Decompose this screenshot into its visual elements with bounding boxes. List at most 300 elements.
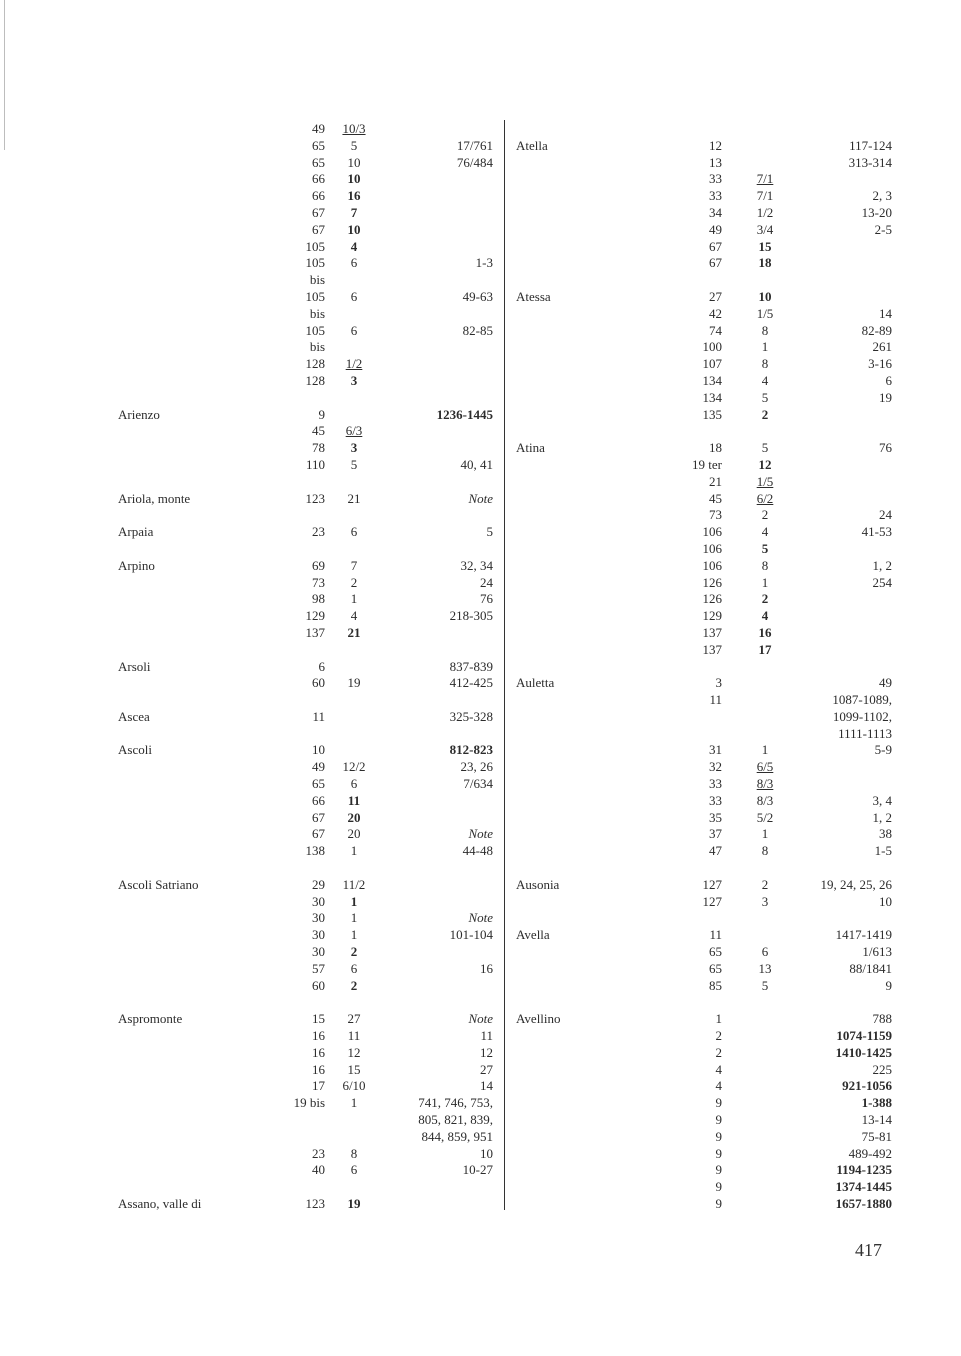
- volume-number: 9: [715, 1112, 722, 1128]
- index-line: [110, 860, 500, 877]
- index-line: [512, 440, 902, 457]
- index-line: [110, 894, 500, 911]
- page-reference: 17/761: [456, 137, 493, 153]
- section-number: 18: [758, 255, 772, 271]
- index-line: [110, 591, 500, 608]
- section-number: 13: [758, 960, 772, 976]
- place-name: Ascea: [118, 708, 150, 724]
- volume-number: 17: [312, 1078, 325, 1094]
- place-name: Assano, valle di: [118, 1196, 202, 1211]
- section-number: 7/1: [756, 171, 774, 187]
- index-line: [110, 709, 500, 726]
- volume-number: 129: [305, 608, 325, 624]
- volume-number: 11: [709, 927, 722, 943]
- place-name: Arienzo: [118, 406, 160, 422]
- volume-number: 30: [312, 944, 325, 960]
- section-number: 7: [350, 557, 358, 573]
- index-line: [512, 491, 902, 508]
- volume-number: 78: [312, 440, 325, 456]
- page-reference: 82-89: [861, 322, 892, 338]
- volume-number: 11: [312, 708, 325, 724]
- volume-number: 11: [709, 692, 722, 708]
- index-line: [512, 407, 902, 424]
- place-name: Arpaia: [118, 524, 154, 540]
- volume-number: 23: [312, 1145, 325, 1161]
- index-line: [512, 272, 902, 289]
- place-name: Ascoli: [118, 742, 152, 758]
- page-reference: 921-1056: [842, 1078, 892, 1094]
- index-line: [512, 776, 902, 793]
- volume-number: 4: [715, 1078, 722, 1094]
- volume-number: 107: [702, 356, 722, 372]
- page-reference: 16: [480, 960, 493, 976]
- index-line: [512, 524, 902, 541]
- page-reference: 1-5: [874, 843, 892, 859]
- volume-number: 9: [715, 1179, 722, 1195]
- section-number: 3: [350, 440, 358, 456]
- page-reference: 49: [879, 675, 892, 691]
- page-reference: 3, 4: [872, 792, 892, 808]
- place-name: Avellino: [516, 1011, 561, 1027]
- section-number: 4: [350, 608, 358, 624]
- section-number: 19: [347, 1196, 361, 1211]
- index-line: [110, 121, 500, 138]
- page-reference: 19, 24, 25, 26: [820, 876, 892, 892]
- index-line: [110, 205, 500, 222]
- index-line: [512, 961, 902, 978]
- index-column-left: [110, 121, 500, 1213]
- page-reference: 1, 2: [872, 557, 892, 573]
- section-number: 15: [758, 238, 772, 254]
- page-reference: 837-839: [449, 658, 493, 674]
- page-reference: 1111-1113: [838, 725, 892, 741]
- index-line: [512, 373, 902, 390]
- index-line: [110, 407, 500, 424]
- index-line: [512, 222, 902, 239]
- volume-number: 69: [312, 557, 325, 573]
- index-line: [512, 944, 902, 961]
- index-line: [512, 994, 902, 1011]
- index-line: [110, 1179, 500, 1196]
- index-line: [110, 994, 500, 1011]
- page-reference: 225: [872, 1061, 892, 1077]
- index-line: [110, 692, 500, 709]
- page-reference: 325-328: [449, 708, 493, 724]
- volume-number: 9: [715, 1196, 722, 1211]
- index-line: [110, 1062, 500, 1079]
- section-number: 17: [758, 641, 772, 657]
- index-line: [512, 692, 902, 709]
- section-number: 10: [347, 171, 361, 187]
- section-number: 8: [761, 843, 769, 859]
- place-name: Ausonia: [516, 876, 560, 892]
- page-reference: 1410-1425: [835, 1044, 892, 1060]
- index-line: [512, 927, 902, 944]
- index-line: [512, 726, 902, 743]
- section-number: 1/2: [756, 204, 774, 220]
- section-number: 6: [350, 1162, 358, 1178]
- index-line: [110, 440, 500, 457]
- index-line: [512, 826, 902, 843]
- page-reference: 19: [879, 389, 892, 405]
- volume-number: 73: [312, 574, 325, 590]
- page-reference: 117-124: [849, 137, 892, 153]
- section-number: 1/5: [756, 305, 774, 321]
- page-reference: 24: [480, 574, 493, 590]
- page-reference: 12: [480, 1044, 493, 1060]
- page-reference: 1074-1159: [836, 1028, 892, 1044]
- volume-number: 65: [709, 960, 722, 976]
- volume-number: 65: [312, 154, 325, 170]
- place-name: Auletta: [516, 675, 555, 691]
- index-line: [512, 793, 902, 810]
- section-number: 10: [347, 154, 361, 170]
- volume-number: 127: [702, 893, 722, 909]
- index-line: [512, 188, 902, 205]
- section-number: 10/3: [342, 121, 366, 136]
- section-number: 20: [347, 809, 361, 825]
- section-number: 21: [347, 490, 361, 506]
- page-reference: 10: [879, 893, 892, 909]
- section-number: 5: [350, 137, 358, 153]
- section-number: 11/2: [342, 876, 366, 892]
- volume-number: 9: [318, 406, 325, 422]
- volume-number: 134: [702, 389, 722, 405]
- page-reference: 38: [879, 826, 892, 842]
- index-line: [512, 1095, 902, 1112]
- index-line: [512, 255, 902, 272]
- place-name: Aspromonte: [118, 1011, 183, 1027]
- page-reference: 76/484: [456, 154, 493, 170]
- section-number: 8/3: [756, 776, 774, 792]
- section-number: 1/5: [756, 473, 774, 489]
- index-line: [512, 1011, 902, 1028]
- volume-number: 2: [715, 1028, 722, 1044]
- page-reference: 44-48: [462, 843, 493, 859]
- page-reference: 489-492: [848, 1145, 892, 1161]
- volume-number: 9: [715, 1162, 722, 1178]
- index-line: [110, 642, 500, 659]
- index-line: [110, 474, 500, 491]
- page-number: 417: [855, 1240, 882, 1260]
- volume-number: 19 bis: [293, 1095, 325, 1111]
- section-number: 3/4: [756, 221, 774, 237]
- index-line: [512, 1146, 902, 1163]
- section-number: 4: [761, 524, 769, 540]
- page-reference: 10: [480, 1145, 493, 1161]
- page-reference: 1099-1102,: [832, 708, 892, 724]
- volume-number: 31: [709, 742, 722, 758]
- volume-number: 10: [312, 742, 325, 758]
- page-reference: 13-20: [861, 204, 892, 220]
- volume-number: 13: [709, 154, 722, 170]
- index-line: [110, 356, 500, 373]
- page-reference: 14: [879, 305, 892, 321]
- section-number: 6/10: [342, 1078, 366, 1094]
- page-reference: Note: [468, 1011, 493, 1027]
- page-reference: 1194-1235: [836, 1162, 892, 1178]
- index-line: [512, 1129, 902, 1146]
- volume-number: 16: [312, 1028, 325, 1044]
- volume-number: 106: [702, 524, 722, 540]
- section-number: 1: [761, 742, 769, 758]
- volume-number: 2: [715, 1044, 722, 1060]
- index-line: [512, 675, 902, 692]
- page-reference: 1-388: [861, 1095, 892, 1111]
- index-line: [110, 1011, 500, 1028]
- page-reference: 41-53: [861, 524, 892, 540]
- section-number: 12: [347, 1044, 361, 1060]
- volume-number: 123: [305, 1196, 325, 1211]
- volume-number: 67: [709, 238, 722, 254]
- section-number: 6/2: [756, 490, 774, 506]
- volume-number: 9: [715, 1145, 722, 1161]
- index-line: [110, 927, 500, 944]
- volume-number: 127: [702, 876, 722, 892]
- index-line: [110, 289, 500, 306]
- section-number: 1: [761, 826, 769, 842]
- section-number: 5/2: [756, 809, 774, 825]
- volume-number: 67: [312, 826, 325, 842]
- section-number: 2: [761, 406, 769, 422]
- page-reference: 412-425: [449, 675, 493, 691]
- index-line: [512, 138, 902, 155]
- page-reference: 1236-1445: [436, 406, 493, 422]
- index-line: [110, 759, 500, 776]
- index-line: [110, 155, 500, 172]
- section-number: 8/3: [756, 792, 774, 808]
- volume-number: 105: [305, 238, 325, 254]
- page-reference: 75-81: [861, 1128, 892, 1144]
- section-number: 1: [350, 1095, 358, 1111]
- volume-number: 57: [312, 960, 325, 976]
- section-number: 11: [347, 1028, 361, 1044]
- volume-number: bis: [309, 272, 325, 288]
- index-line: [512, 171, 902, 188]
- section-number: 2: [761, 591, 769, 607]
- index-line: [110, 575, 500, 592]
- page-reference: 9: [885, 977, 892, 993]
- section-number: 2: [350, 944, 358, 960]
- index-line: [110, 423, 500, 440]
- index-line: [110, 978, 500, 995]
- volume-number: 49: [312, 759, 325, 775]
- index-line: [512, 877, 902, 894]
- page-reference: 1087-1089,: [832, 692, 892, 708]
- page-reference: 32, 34: [460, 557, 493, 573]
- index-line: [110, 323, 500, 340]
- section-number: 5: [761, 389, 769, 405]
- volume-number: 74: [709, 322, 722, 338]
- section-number: 1: [350, 843, 358, 859]
- volume-number: 4: [715, 1061, 722, 1077]
- volume-number: 60: [312, 977, 325, 993]
- page-reference: 1657-1880: [835, 1196, 892, 1211]
- volume-number: 35: [709, 809, 722, 825]
- index-line: [110, 541, 500, 558]
- volume-number: 49: [709, 221, 722, 237]
- section-number: 6: [350, 322, 358, 338]
- index-line: [110, 138, 500, 155]
- index-line: [110, 944, 500, 961]
- index-line: [110, 1129, 500, 1146]
- index-line: [512, 155, 902, 172]
- index-line: [512, 541, 902, 558]
- index-line: [110, 171, 500, 188]
- section-number: 6/5: [756, 759, 774, 775]
- section-number: 5: [350, 456, 358, 472]
- index-line: [110, 1095, 500, 1112]
- section-number: 19: [347, 675, 361, 691]
- index-line: [512, 709, 902, 726]
- volume-number: 65: [709, 944, 722, 960]
- section-number: 6: [761, 944, 769, 960]
- index-line: [512, 742, 902, 759]
- page-reference: 741, 746, 753,: [418, 1095, 493, 1111]
- index-line: [512, 910, 902, 927]
- volume-number: 32: [709, 759, 722, 775]
- index-line: [512, 239, 902, 256]
- section-number: 1: [761, 574, 769, 590]
- index-line: [110, 826, 500, 843]
- volume-number: 16: [312, 1044, 325, 1060]
- section-number: 10: [758, 288, 772, 304]
- section-number: 1: [350, 591, 358, 607]
- section-number: 2: [350, 574, 358, 590]
- page-reference: 1/613: [862, 944, 892, 960]
- index-line: [110, 239, 500, 256]
- volume-number: 45: [312, 423, 325, 439]
- place-name: Ascoli Satriano: [118, 876, 199, 892]
- section-number: 15: [347, 1061, 361, 1077]
- volume-number: 137: [702, 641, 722, 657]
- page-reference: 805, 821, 839,: [418, 1112, 493, 1128]
- index-line: [512, 121, 902, 138]
- page-reference: 1, 2: [872, 809, 892, 825]
- page-reference: 261: [872, 339, 892, 355]
- section-number: 16: [347, 188, 361, 204]
- index-line: [512, 1196, 902, 1213]
- index-line: [110, 390, 500, 407]
- index-line: [512, 339, 902, 356]
- volume-number: 30: [312, 927, 325, 943]
- volume-number: 34: [709, 204, 722, 220]
- index-line: [110, 491, 500, 508]
- index-line: [110, 1162, 500, 1179]
- index-line: [512, 390, 902, 407]
- index-line: [512, 659, 902, 676]
- page-reference: Note: [468, 490, 493, 506]
- index-line: [512, 1028, 902, 1045]
- index-line: [110, 1028, 500, 1045]
- volume-number: 134: [702, 372, 722, 388]
- index-line: [512, 1179, 902, 1196]
- index-line: [110, 1112, 500, 1129]
- page-reference: 313-314: [848, 154, 892, 170]
- index-line: [110, 810, 500, 827]
- index-line: [110, 272, 500, 289]
- volume-number: 40: [312, 1162, 325, 1178]
- section-number: 4: [761, 372, 769, 388]
- page-reference: 11: [480, 1028, 493, 1044]
- volume-number: 65: [312, 776, 325, 792]
- index-line: [512, 1062, 902, 1079]
- page-reference: 10-27: [462, 1162, 493, 1178]
- index-line: [110, 255, 500, 272]
- index-line: [110, 675, 500, 692]
- place-name: Arsoli: [118, 658, 151, 674]
- index-line: [110, 726, 500, 743]
- page-reference: 3-16: [868, 356, 892, 372]
- index-line: [110, 188, 500, 205]
- page-reference: 76: [879, 440, 892, 456]
- index-line: [512, 860, 902, 877]
- section-number: 27: [347, 1011, 361, 1027]
- index-line: [110, 373, 500, 390]
- page-reference: 2, 3: [872, 188, 892, 204]
- volume-number: 30: [312, 893, 325, 909]
- index-column-right: [512, 121, 902, 1213]
- volume-number: 21: [709, 473, 722, 489]
- volume-number: 27: [709, 288, 722, 304]
- section-number: 10: [347, 221, 361, 237]
- volume-number: 49: [312, 121, 325, 136]
- index-line: [512, 591, 902, 608]
- place-name: Avella: [516, 927, 550, 943]
- volume-number: 135: [702, 406, 722, 422]
- index-line: [512, 356, 902, 373]
- volume-number: 123: [305, 490, 325, 506]
- section-number: 3: [761, 893, 769, 909]
- page-reference: 76: [480, 591, 493, 607]
- page-reference: 14: [480, 1078, 493, 1094]
- index-line: [110, 843, 500, 860]
- place-name: Atina: [516, 440, 545, 456]
- index-line: [512, 608, 902, 625]
- volume-number: 105: [305, 255, 325, 271]
- index-line: [110, 524, 500, 541]
- place-name: Arpino: [118, 557, 155, 573]
- volume-number: 105: [305, 288, 325, 304]
- section-number: 1: [350, 910, 358, 926]
- page-reference: 812-823: [449, 742, 493, 758]
- index-line: [110, 659, 500, 676]
- section-number: 1: [761, 339, 769, 355]
- volume-number: 137: [305, 624, 325, 640]
- index-line: [512, 978, 902, 995]
- index-line: [512, 457, 902, 474]
- section-number: 6/3: [345, 423, 363, 439]
- volume-number: 60: [312, 675, 325, 691]
- volume-number: 66: [312, 792, 325, 808]
- index-line: [512, 625, 902, 642]
- page-reference: 7/634: [463, 776, 493, 792]
- section-number: 1/2: [345, 356, 363, 372]
- index-line: [110, 1196, 500, 1213]
- index-line: [512, 1112, 902, 1129]
- volume-number: 47: [709, 843, 722, 859]
- volume-number: 98: [312, 591, 325, 607]
- index-line: [110, 339, 500, 356]
- volume-number: 129: [702, 608, 722, 624]
- section-number: 8: [761, 356, 769, 372]
- page-reference: 49-63: [462, 288, 493, 304]
- section-number: 7/1: [756, 188, 774, 204]
- page-reference: Note: [468, 826, 493, 842]
- section-number: 8: [761, 557, 769, 573]
- volume-number: 6: [318, 658, 325, 674]
- volume-number: 67: [709, 255, 722, 271]
